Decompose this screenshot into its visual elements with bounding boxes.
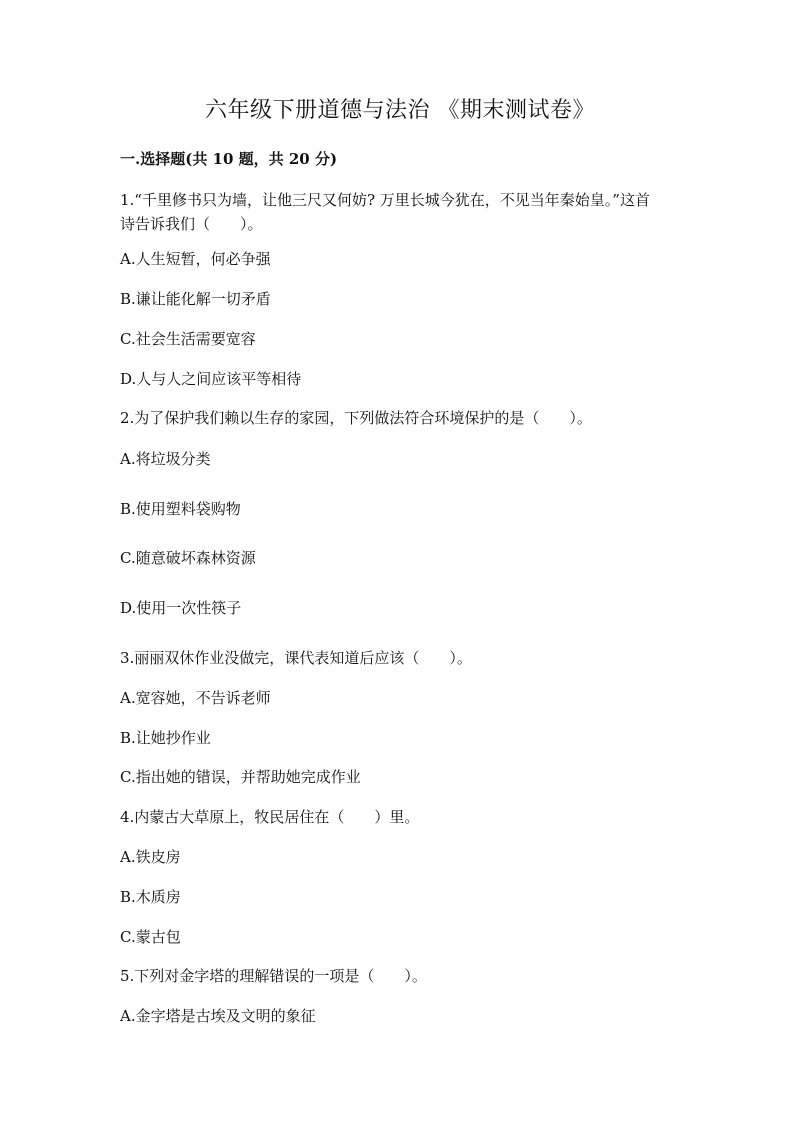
section-heading: 一.选择题(共 10 题，共 20 分) [120, 150, 338, 168]
question-4-option-a: A.铁皮房 [120, 848, 181, 866]
question-3-option-b: B.让她抄作业 [120, 729, 211, 747]
question-3-option-a: A.宽容她，不告诉老师 [120, 689, 271, 707]
question-1-option-b: B.谦让能化解一切矛盾 [120, 290, 271, 308]
question-1-stem: 1.“千里修书只为墙，让他三尺又何妨? 万里长城今犹在，不见当年秦始皇。”这首诗告诉我们（ ）。 [120, 191, 650, 233]
question-1-option-c: C.社会生活需要宽容 [120, 330, 256, 348]
question-3-option-c: C.指出她的错误，并帮助她完成作业 [120, 768, 361, 786]
page-title: 六年级下册道德与法治 《期末测试卷》 [205, 98, 595, 123]
question-4-option-c: C.蒙古包 [120, 928, 181, 946]
question-2-option-a: A.将垃圾分类 [120, 450, 211, 468]
question-5-stem: 5.下列对金字塔的理解错误的一项是（ ）。 [120, 967, 427, 985]
question-1-option-d: D.人与人之间应该平等相待 [120, 370, 302, 388]
question-2-stem: 2.为了保护我们赖以生存的家园，下列做法符合环境保护的是（ ）。 [120, 409, 592, 427]
question-4-option-b: B.木质房 [120, 888, 181, 906]
question-4-stem: 4.内蒙古大草原上，牧民居住在（ ）里。 [120, 808, 420, 826]
question-1-option-a: A.人生短暂，何必争强 [120, 250, 271, 268]
question-5-option-a: A.金字塔是古埃及文明的象征 [120, 1007, 316, 1025]
question-2-option-b: B.使用塑料袋购物 [120, 500, 241, 518]
question-3-stem: 3.丽丽双休作业没做完，课代表知道后应该（ ）。 [120, 649, 472, 667]
question-2-option-c: C.随意破坏森林资源 [120, 549, 256, 567]
question-2-option-d: D.使用一次性筷子 [120, 599, 242, 617]
